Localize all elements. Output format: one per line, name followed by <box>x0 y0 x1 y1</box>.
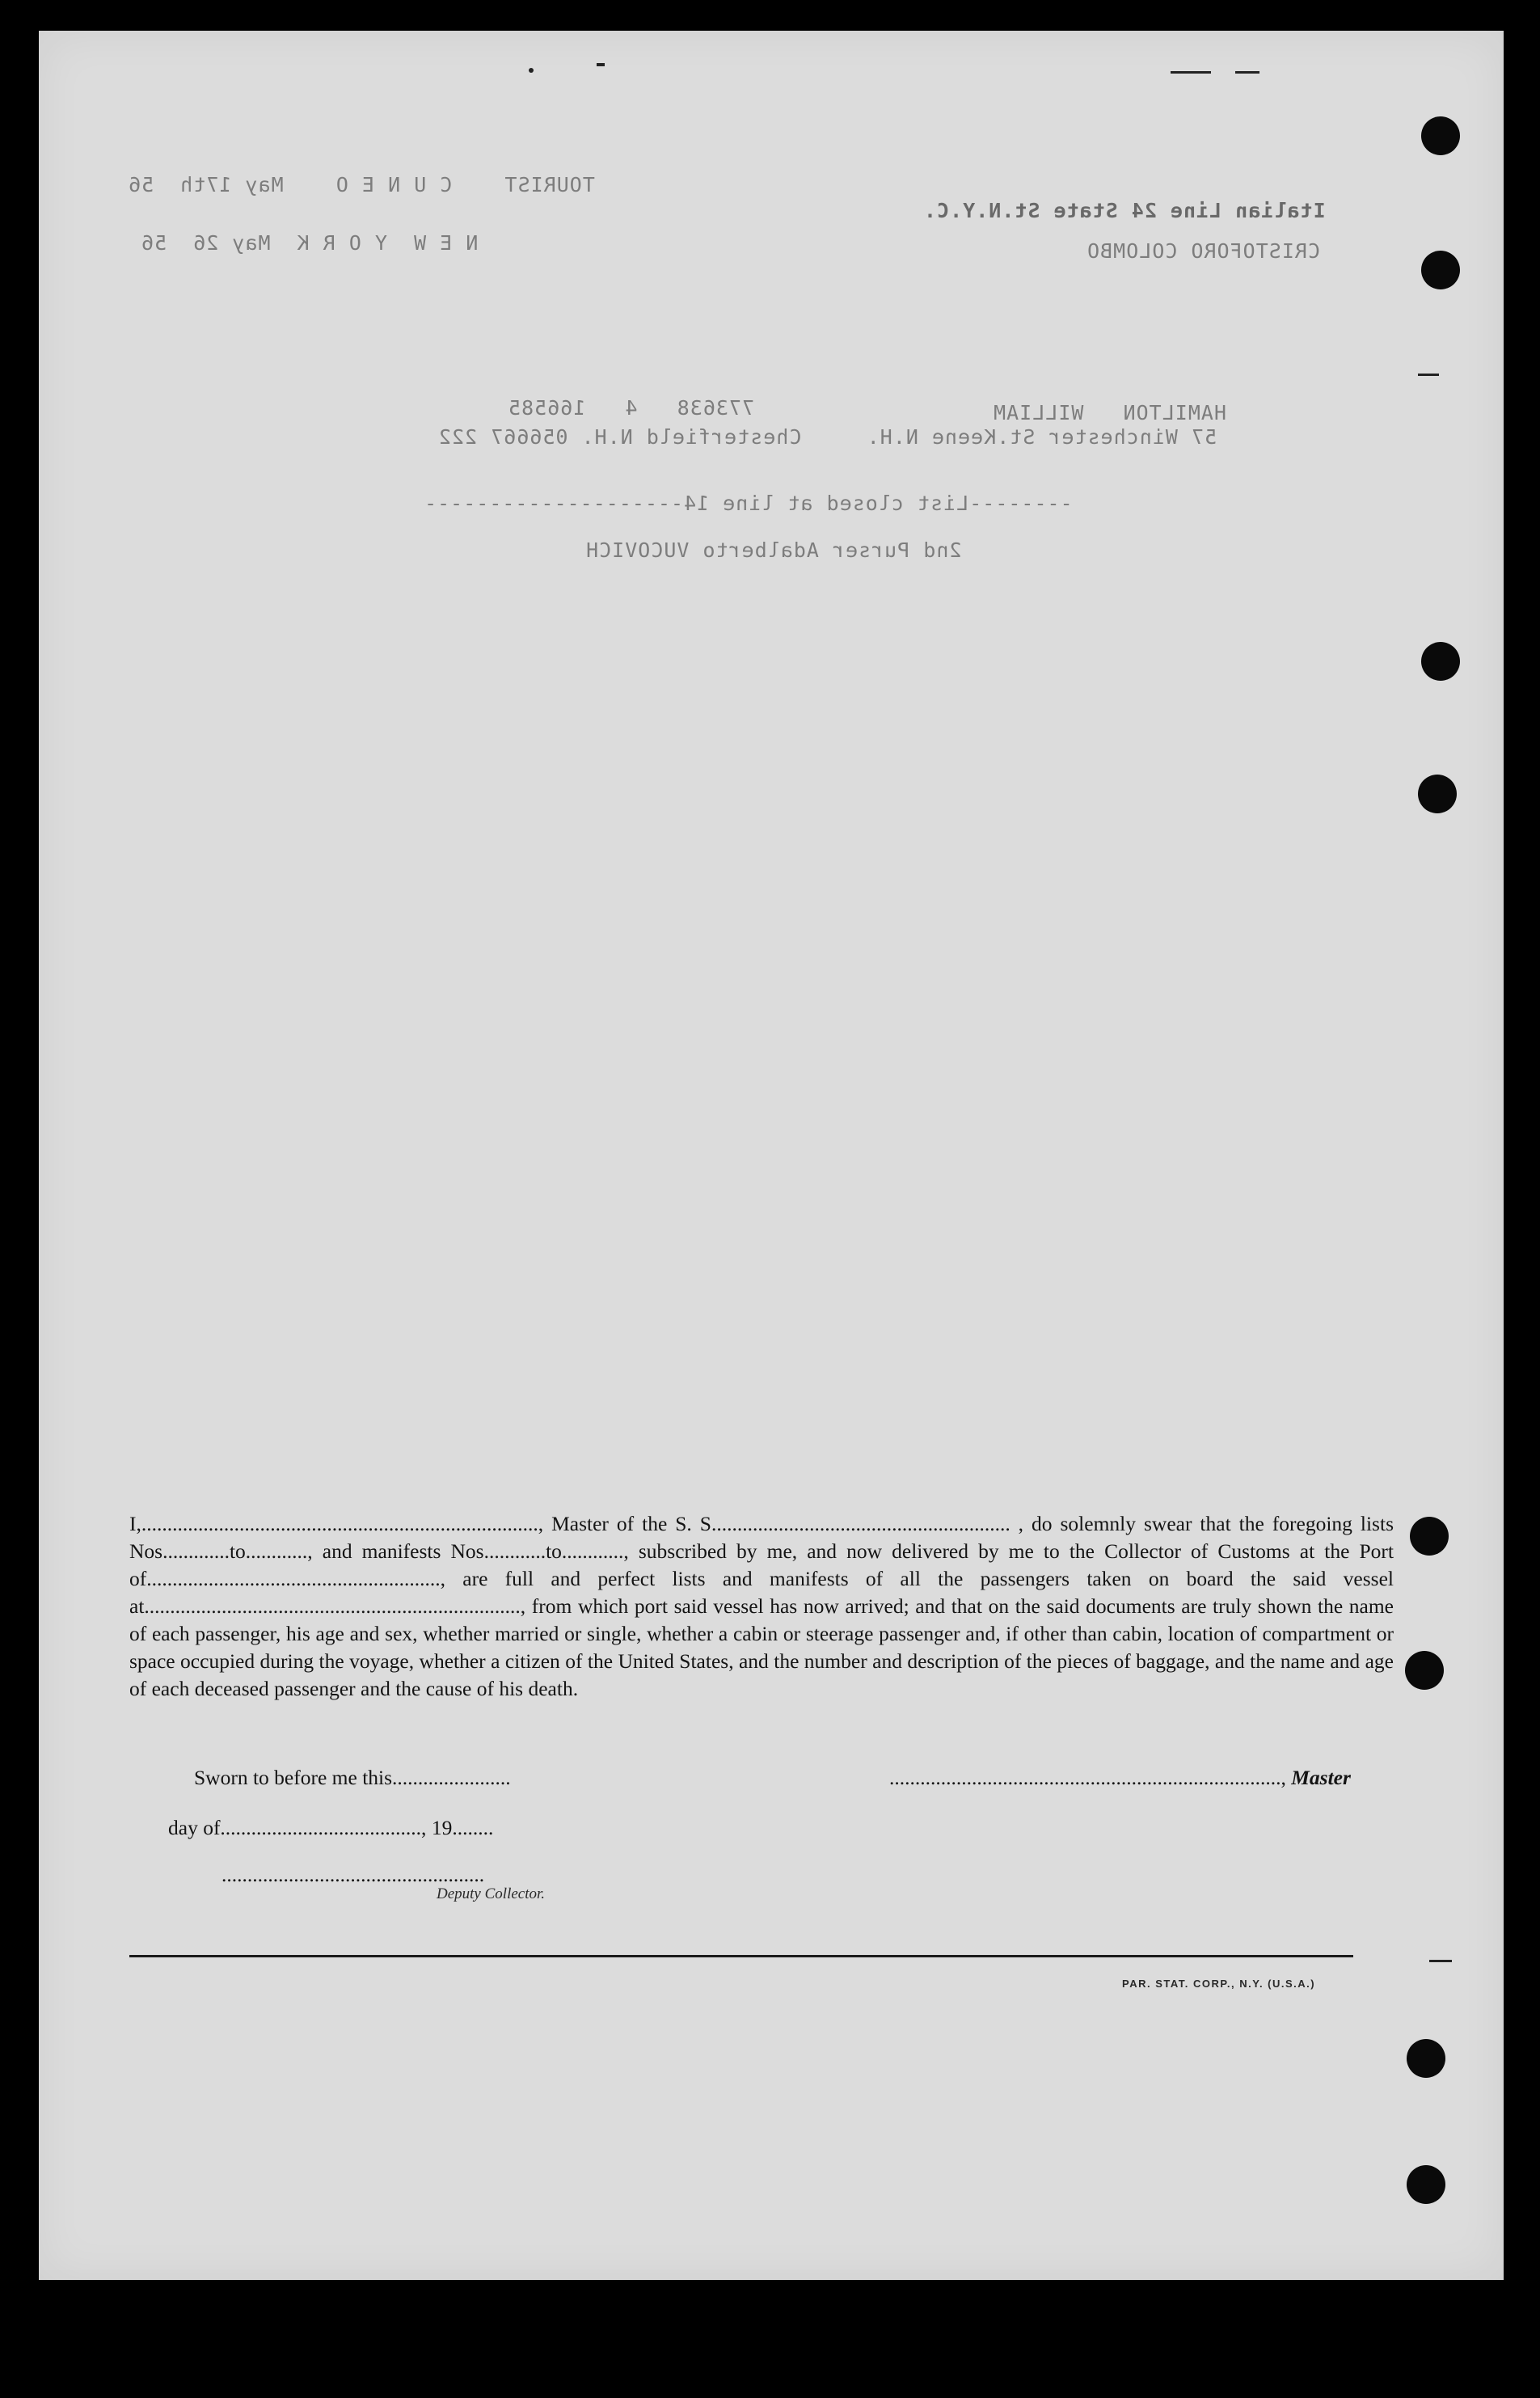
punch-hole <box>1418 775 1457 813</box>
bleed-through-line: Italian Line 24 State St.N.Y.C. <box>923 199 1326 222</box>
bleed-through-line: --------List closed at line 14-------------------- <box>424 492 1073 515</box>
bleed-through-line: N E W Y O R K May 26 56 <box>141 231 479 255</box>
master-oath-paragraph <box>129 1510 1394 1703</box>
bleed-through-line: HAMILTON WILLIAM <box>993 401 1226 424</box>
master-label: Master <box>1291 1766 1351 1789</box>
punch-hole <box>1421 642 1460 681</box>
day-of-line <box>168 1816 493 1840</box>
bleed-through-line: 773638 4 166585 <box>508 396 754 420</box>
printer-imprint: PAR. STAT. CORP., N.Y. (U.S.A.) <box>1122 1978 1316 1990</box>
bleed-through-line: TOURIST C U N E O May 17th 56 <box>128 173 595 196</box>
punch-hole <box>1421 251 1460 289</box>
punch-hole <box>1421 116 1460 155</box>
edge-mark <box>1235 71 1259 74</box>
punch-hole <box>1410 1517 1449 1556</box>
bleed-through-line: 57 Winchester St.Keene N.H. Chesterfield N.H. 056667 222 <box>438 425 1217 449</box>
edge-mark <box>1429 1960 1452 1962</box>
master-signature-line <box>889 1766 1351 1790</box>
edge-mark <box>1171 71 1211 74</box>
document-page <box>39 31 1504 2280</box>
edge-mark <box>529 68 534 73</box>
deputy-signature-line <box>222 1863 484 1887</box>
bleed-through-line: CRISTOFORO COLOMBO <box>1086 239 1320 263</box>
edge-mark <box>597 63 605 66</box>
year-label: 19........ <box>431 1816 494 1839</box>
sworn-line <box>194 1766 511 1790</box>
punch-hole <box>1407 2039 1445 2078</box>
day-of-label: day of......................................., <box>168 1816 427 1839</box>
punch-hole <box>1407 2165 1445 2204</box>
edge-mark <box>1418 374 1439 376</box>
master-signature-field: ............................................................................, <box>889 1766 1286 1789</box>
deputy-collector-label: Deputy Collector. <box>437 1885 546 1902</box>
bottom-rule <box>129 1955 1353 1957</box>
sworn-label: Sworn to before me this....................... <box>194 1766 511 1789</box>
bleed-through-line: 2nd Purser Adalberto VUCOVICH <box>585 538 962 562</box>
oath-text: I,............................................................................., Master of the S. S.......................................................... , do solemnly swear that the foregoing lists Nos.............to............, and manifests Nos............to............, subscribed by me, and now delivered by me to the Collector of Customs at the Port of........................................................., are full and perfect lists and manifests of all the passengers taken on board the said vessel at........................................................................., from which port said vessel has now arrived; and that on the said documents are truly shown the name of each passenger, his age and sex, whether married or single, whether a cabin or steerage passenger and, if other than cabin, location of compartment or space occupied during the voyage, whether a citizen of the United States, and the number and description of the pieces of baggage, and the name and age of each deceased passenger and the cause of his death. <box>129 1512 1394 1700</box>
punch-hole <box>1405 1651 1444 1690</box>
deputy-signature-field: ................................................... <box>222 1863 485 1886</box>
